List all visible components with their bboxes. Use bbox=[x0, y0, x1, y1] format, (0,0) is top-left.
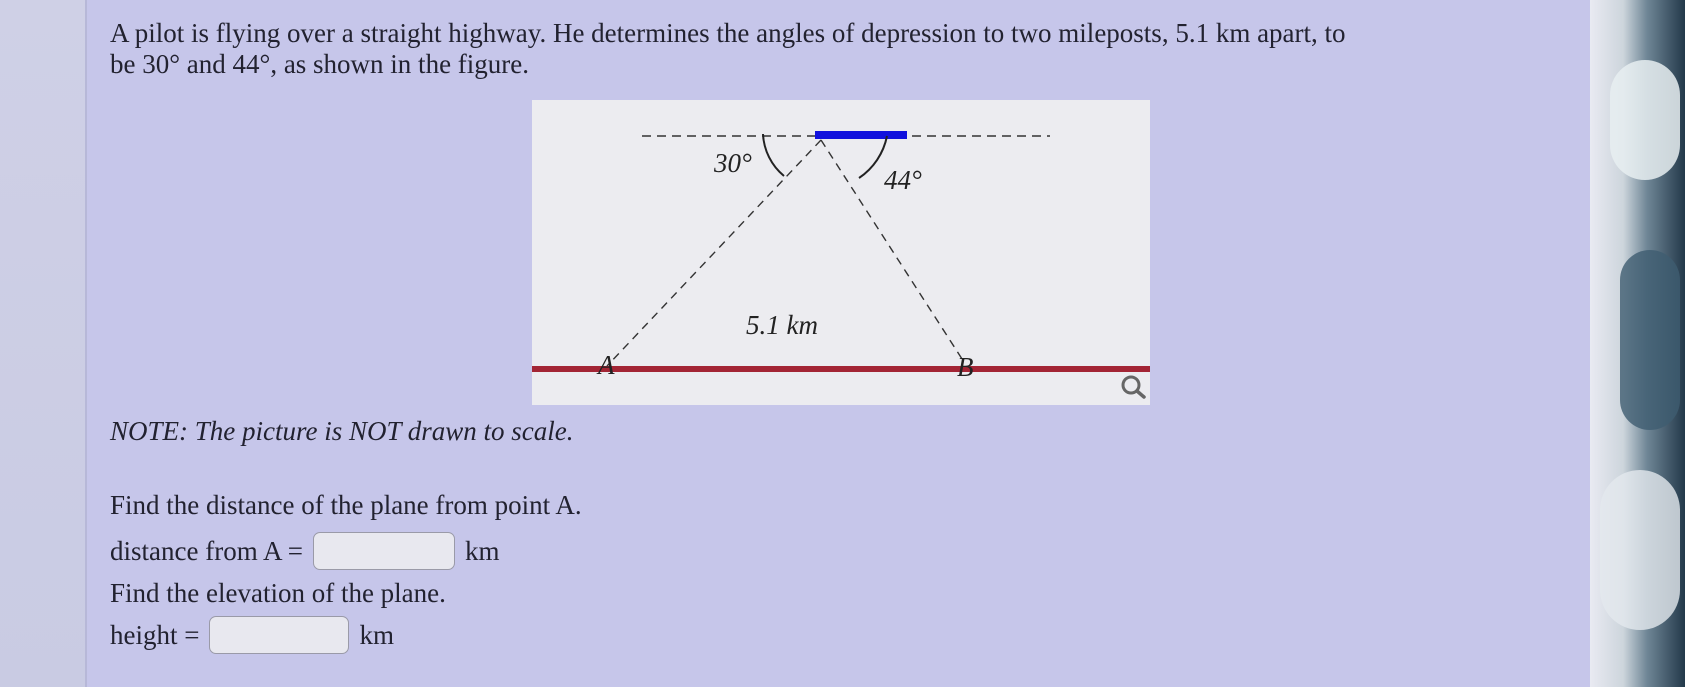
height-unit: km bbox=[359, 619, 394, 650]
question-1-prompt: Find the distance of the plane from point A. bbox=[110, 490, 582, 520]
figure-note: NOTE: The picture is NOT drawn to scale. bbox=[110, 416, 574, 446]
distance-unit: km bbox=[464, 535, 500, 566]
distance-label: 5.1 km bbox=[746, 310, 818, 340]
point-a-label: A bbox=[598, 350, 615, 380]
answer-row-height bbox=[110, 616, 394, 654]
distance-label: distance from A = bbox=[110, 535, 303, 566]
height-label: height = bbox=[110, 619, 200, 650]
angle-44-label: 44° bbox=[884, 165, 922, 195]
desk-background bbox=[1590, 0, 1685, 687]
background-object bbox=[1600, 470, 1680, 630]
angle-arc-44 bbox=[859, 136, 887, 178]
height-input[interactable] bbox=[209, 616, 349, 654]
highway-line bbox=[532, 366, 1150, 372]
problem-statement bbox=[110, 18, 1560, 80]
background-object bbox=[1610, 60, 1680, 180]
angle-30-label: 30° bbox=[714, 148, 752, 178]
angle-arc-30 bbox=[763, 134, 784, 176]
distance-input[interactable] bbox=[313, 532, 455, 570]
figure-drawing bbox=[532, 100, 1150, 405]
problem-line-2: be 30° and 44°, as shown in the figure. bbox=[110, 49, 530, 79]
problem-line-1: A pilot is flying over a straight highway. He determines the angles of depression to two mileposts, 5.1 km apart, to bbox=[110, 18, 1346, 48]
plane-marker bbox=[815, 131, 907, 139]
problem-figure bbox=[532, 100, 1150, 405]
question-card bbox=[85, 0, 1590, 687]
point-b-label: B bbox=[957, 352, 974, 382]
question-2-prompt: Find the elevation of the plane. bbox=[110, 578, 446, 608]
background-object bbox=[1620, 250, 1680, 430]
answer-row-distance bbox=[110, 532, 499, 570]
